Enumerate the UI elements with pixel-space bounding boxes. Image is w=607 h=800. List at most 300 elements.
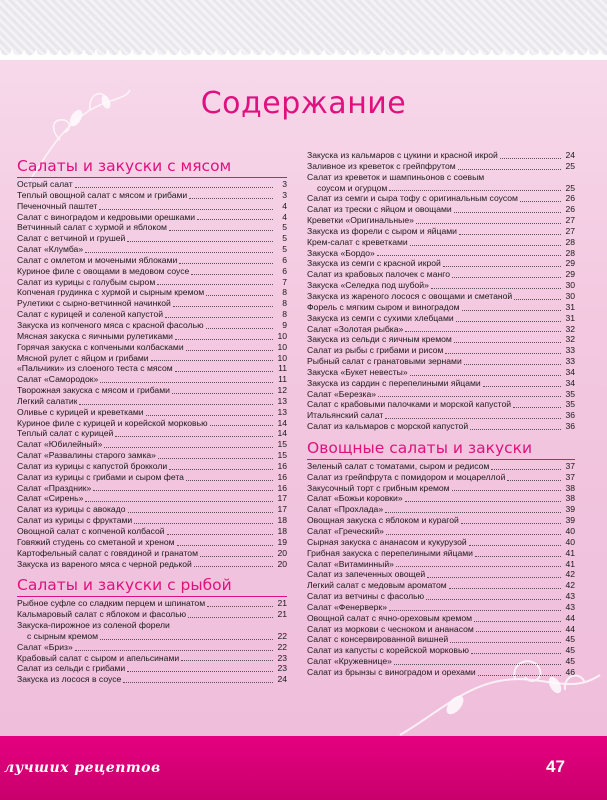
toc-entry-title: Салат «Праздник» <box>17 482 92 493</box>
toc-entry[interactable] <box>17 418 287 429</box>
toc-entry-page: 11 <box>278 374 287 385</box>
toc-entry[interactable] <box>307 569 575 580</box>
toc-entry[interactable] <box>17 504 287 515</box>
dot-leader <box>173 306 273 307</box>
dot-leader <box>389 190 561 191</box>
dot-leader <box>386 534 561 535</box>
section-divider <box>307 459 575 460</box>
dot-leader <box>377 255 561 256</box>
toc-entry-title: Картофельный салат с говядиной и гранатом <box>17 547 198 558</box>
dot-leader <box>389 610 561 611</box>
toc-entry[interactable] <box>17 277 287 288</box>
toc-entry[interactable] <box>17 428 287 439</box>
dot-leader <box>206 328 273 329</box>
toc-entry[interactable] <box>17 255 287 266</box>
toc-entry[interactable] <box>307 237 575 248</box>
toc-entry[interactable] <box>17 663 287 674</box>
toc-entry-page: 3 <box>282 179 287 189</box>
toc-entry[interactable] <box>17 642 287 653</box>
dot-leader <box>127 241 273 242</box>
dot-leader <box>157 284 273 285</box>
toc-entry[interactable] <box>17 472 287 483</box>
toc-entry[interactable] <box>17 450 287 461</box>
toc-entry[interactable] <box>307 483 575 494</box>
toc-entry-title: Салат из семги и сыра тофу с оригинальным соусом <box>307 193 518 204</box>
toc-entry[interactable] <box>307 602 575 613</box>
section-heading: Салаты и закуски с рыбой <box>17 576 232 595</box>
toc-entry-title: Закуска из лосося в соусе <box>17 674 122 685</box>
dot-leader <box>458 169 561 170</box>
contents-column-left <box>17 156 287 685</box>
dot-leader <box>179 263 273 264</box>
toc-entry[interactable] <box>307 226 575 237</box>
toc-entry[interactable] <box>307 526 575 537</box>
toc-entry-page: 23 <box>277 652 287 663</box>
toc-entry-page: 24 <box>565 150 575 160</box>
toc-entry-page: 22 <box>277 630 287 641</box>
toc-entry-page: 31 <box>565 301 575 312</box>
dot-leader <box>385 418 561 419</box>
toc-entry[interactable] <box>17 598 287 609</box>
toc-entry[interactable] <box>307 591 575 602</box>
toc-entry[interactable] <box>307 624 575 635</box>
dot-leader <box>194 566 273 567</box>
toc-entry-title: Салат «Березка» <box>307 388 377 399</box>
dot-leader <box>475 556 561 557</box>
toc-entry-page: 38 <box>565 482 575 493</box>
toc-entry-page: 36 <box>565 410 575 421</box>
toc-entry[interactable] <box>307 291 575 302</box>
toc-entry[interactable] <box>17 396 287 407</box>
toc-entry-title: Салат «Фенерверк» <box>307 601 387 612</box>
toc-entry[interactable] <box>17 548 287 559</box>
dot-leader <box>464 364 561 365</box>
toc-entry-page: 46 <box>565 666 575 677</box>
toc-entry[interactable] <box>17 483 287 494</box>
toc-entry-page: 32 <box>565 334 575 345</box>
toc-entry[interactable] <box>307 215 575 226</box>
toc-entry-title: Салат с консервированной вишней <box>307 634 449 645</box>
toc-entry[interactable] <box>307 548 575 559</box>
toc-entry-title: Говяжий студень со сметаной и хреном <box>17 536 175 547</box>
dot-leader <box>75 650 273 651</box>
dot-leader <box>175 371 273 372</box>
toc-entry-title: Салат из курицы с авокадо <box>17 504 126 515</box>
toc-entry[interactable] <box>307 537 575 548</box>
toc-entry[interactable] <box>17 461 287 472</box>
toc-entry-page: 42 <box>565 569 575 580</box>
toc-entry-page: 7 <box>282 276 287 287</box>
toc-entry[interactable] <box>17 515 287 526</box>
toc-entry[interactable] <box>307 559 575 570</box>
toc-entry-title: Крем-салат с креветками <box>307 236 408 247</box>
toc-entry[interactable] <box>17 374 287 385</box>
toc-entry-title: Печеночный паштет <box>17 200 98 211</box>
dot-leader <box>427 577 561 578</box>
toc-entry[interactable] <box>17 620 287 631</box>
toc-entry-title: Салат «Кружевнице» <box>307 656 392 667</box>
toc-entry-title: Зеленый салат с томатами, сыром и редисом <box>307 460 490 471</box>
toc-entry-title: Салат из запеченных овощей <box>307 569 426 580</box>
dot-leader <box>134 523 273 524</box>
dot-leader <box>210 425 273 426</box>
toc-entry[interactable] <box>307 356 575 367</box>
dot-leader <box>449 588 561 589</box>
toc-entry[interactable] <box>17 320 287 331</box>
toc-entry[interactable] <box>17 363 287 374</box>
toc-entry-page: 34 <box>565 366 575 377</box>
toc-entry[interactable] <box>307 150 575 161</box>
toc-entry-page: 13 <box>277 406 287 417</box>
toc-entry[interactable] <box>17 653 287 664</box>
toc-entry-page: 12 <box>277 385 287 396</box>
toc-entry[interactable] <box>17 342 287 353</box>
toc-entry[interactable] <box>307 183 575 194</box>
toc-entry-title: Закуска из сельди с яичным кремом <box>307 334 452 345</box>
dot-leader <box>476 631 561 632</box>
toc-entry-page: 6 <box>282 254 287 265</box>
toc-entry-page: 39 <box>565 504 575 515</box>
toc-entry-title: с сырным кремом <box>27 630 99 641</box>
toc-entry[interactable] <box>307 389 575 400</box>
toc-entry-title: Закуска из форели с сыром и яйцами <box>307 225 457 236</box>
section-divider <box>17 596 287 597</box>
toc-entry-title: Легкий салат с медовым ароматом <box>307 580 447 591</box>
toc-entry-title: Закуска «Букет невесты» <box>307 366 408 377</box>
dot-leader <box>197 219 273 220</box>
dot-leader <box>99 209 273 210</box>
toc-entry-page: 4 <box>282 211 287 222</box>
toc-entry-page: 17 <box>277 493 287 504</box>
toc-entry[interactable] <box>17 287 287 298</box>
dot-leader <box>207 606 273 607</box>
toc-entry-title: Салат из курицы с капустой брокколи <box>17 460 168 471</box>
toc-entry-title: Овощной салат с ячно-ореховым кремом <box>307 612 473 623</box>
page-number: 47 <box>546 757 565 776</box>
toc-entry[interactable] <box>17 212 287 223</box>
dot-leader <box>513 407 561 408</box>
toc-entry-page: 5 <box>282 244 287 255</box>
dot-leader <box>443 266 561 267</box>
toc-entry-title: Салат из рыбы с грибами и рисом <box>307 345 444 356</box>
dot-leader <box>459 234 561 235</box>
toc-entry[interactable] <box>17 222 287 233</box>
dot-leader <box>426 599 561 600</box>
toc-entry-page: 21 <box>277 609 287 620</box>
toc-entry-page: 5 <box>282 233 287 244</box>
toc-entry[interactable] <box>307 580 575 591</box>
toc-entry[interactable] <box>307 269 575 280</box>
dot-leader <box>177 545 273 546</box>
toc-entry-title: Салат из курицы с грибами и сыром фета <box>17 471 184 482</box>
toc-entry[interactable] <box>17 298 287 309</box>
toc-entry-title: соусом и огурцом <box>317 182 388 193</box>
dot-leader <box>169 230 273 231</box>
toc-entry-page: 4 <box>282 200 287 211</box>
toc-entry-title: Салат из грейпфрута с помидором и моцареллой <box>307 471 506 482</box>
toc-entry-title: Салат из трески с яйцом и овощами <box>307 204 452 215</box>
page-title: Содержание <box>200 86 407 121</box>
dot-leader <box>167 534 273 535</box>
toc-entry-title: Закуска из семги с сухими хлебцами <box>307 312 454 323</box>
toc-entry-page: 14 <box>277 428 287 439</box>
dot-leader <box>165 317 273 318</box>
toc-entry-page: 43 <box>565 601 575 612</box>
toc-entry[interactable] <box>307 345 575 356</box>
toc-entry-title: Салат «Греческий» <box>307 526 384 536</box>
dot-leader <box>416 223 561 224</box>
toc-entry-page: 16 <box>277 471 287 482</box>
toc-entry[interactable] <box>17 331 287 342</box>
toc-entry-title: Салат «Сирень» <box>17 493 84 504</box>
toc-entry[interactable] <box>17 609 287 620</box>
toc-entry-page: 40 <box>565 526 575 536</box>
toc-entry[interactable] <box>17 353 287 364</box>
dot-leader <box>452 490 561 491</box>
toc-entry[interactable] <box>17 309 287 320</box>
dot-leader <box>474 621 561 622</box>
toc-entry-page: 33 <box>565 356 575 367</box>
toc-entry-page: 41 <box>565 558 575 569</box>
dot-leader <box>483 386 561 387</box>
toc-entry-page: 6 <box>282 265 287 276</box>
dot-leader <box>104 447 273 448</box>
dot-leader <box>462 310 561 311</box>
toc-entry-title: Рыбный салат с гранатовыми зернами <box>307 356 462 367</box>
toc-entry-page: 32 <box>565 323 575 334</box>
toc-entry-title: Овощной салат с копченой колбасой <box>17 526 165 536</box>
toc-entry-title: Салат из ветчины с фасолью <box>307 591 425 602</box>
toc-entry-page: 16 <box>277 460 287 471</box>
toc-entry-page: 45 <box>565 656 575 667</box>
toc-entry-page: 25 <box>565 160 575 171</box>
toc-entry-title: Мясная закуска с яичными рулетиками <box>17 330 173 341</box>
toc-entry-page: 16 <box>277 482 287 493</box>
dot-leader <box>450 642 561 643</box>
toc-entry[interactable] <box>17 266 287 277</box>
toc-entry-page: 37 <box>565 471 575 482</box>
toc-entry-title: Горячая закуска с копчеными колбасками <box>17 341 184 352</box>
toc-entry-title: Острый салат <box>17 179 73 189</box>
dot-leader <box>186 350 273 351</box>
toc-entry-page: 41 <box>565 547 575 558</box>
toc-entry-title: Салат «Бриз» <box>17 641 73 652</box>
toc-entry[interactable] <box>17 201 287 212</box>
toc-entry-title: Салат из крабовых палочек с манго <box>307 269 450 280</box>
dot-leader <box>191 274 273 275</box>
toc-entry-title: Куриное филе с курицей и корейской морковью <box>17 417 208 428</box>
toc-entry-page: 20 <box>277 547 287 558</box>
toc-entry[interactable] <box>307 410 575 421</box>
dot-leader <box>100 382 273 383</box>
dot-leader <box>158 458 273 459</box>
toc-entry[interactable] <box>17 559 287 570</box>
toc-entry-page: 39 <box>565 515 575 526</box>
toc-entry-title: Закуска «Бордо» <box>307 247 375 258</box>
dot-leader <box>470 429 561 430</box>
toc-entry-title: Салат «Клумба» <box>17 244 84 255</box>
dot-leader <box>188 617 273 618</box>
toc-entry[interactable] <box>307 656 575 667</box>
toc-entry-page: 5 <box>282 222 287 233</box>
toc-entry[interactable] <box>307 667 575 678</box>
toc-entry-page: 14 <box>277 417 287 428</box>
toc-entry-title: Закуска из семги с красной икрой <box>307 258 441 269</box>
toc-entry-title: Закуска из жареного лосося с овощами и сметаной <box>307 290 513 301</box>
dot-leader <box>123 682 273 683</box>
dot-leader <box>169 469 273 470</box>
toc-entry-title: Рыбное суфле со сладким перцем и шпинатом <box>17 598 206 609</box>
dot-leader <box>115 436 273 437</box>
toc-entry-page: 36 <box>565 421 575 432</box>
toc-entry[interactable] <box>307 421 575 432</box>
toc-entry[interactable] <box>17 439 287 450</box>
toc-entry[interactable] <box>307 258 575 269</box>
toc-entry-title: Салат «Самородок» <box>17 374 99 385</box>
toc-entry[interactable] <box>307 172 575 183</box>
toc-entry-page: 27 <box>565 215 575 226</box>
toc-entry-page: 10 <box>277 330 287 341</box>
toc-entry-page: 8 <box>282 309 287 320</box>
toc-entry[interactable] <box>17 385 287 396</box>
toc-entry[interactable] <box>307 504 575 515</box>
toc-entry-page: 44 <box>565 612 575 623</box>
dot-leader <box>469 545 561 546</box>
toc-entry[interactable] <box>307 472 575 483</box>
dot-leader <box>452 277 561 278</box>
toc-entry[interactable] <box>307 302 575 313</box>
toc-entry-title: «Пальчики» из слоеного теста с мясом <box>17 363 173 374</box>
dot-leader <box>378 396 561 397</box>
toc-entry-title: Мясной рулет с яйцом и грибами <box>17 352 149 363</box>
dot-leader <box>128 512 274 513</box>
toc-entry-title: Салат из моркови с чесноком и ананасом <box>307 623 474 634</box>
dot-leader <box>75 187 273 188</box>
toc-entry-page: 40 <box>565 536 575 547</box>
toc-entry-page: 23 <box>277 663 287 674</box>
toc-entry-page: 24 <box>277 674 287 685</box>
toc-entry[interactable] <box>17 674 287 685</box>
toc-entry[interactable] <box>17 233 287 244</box>
toc-entry-page: 17 <box>277 504 287 515</box>
toc-entry-title: Салат «Развалины старого замка» <box>17 450 156 461</box>
dot-leader <box>200 556 273 557</box>
toc-entry[interactable] <box>307 313 575 324</box>
toc-entry[interactable] <box>307 248 575 259</box>
lace-header-band <box>0 0 607 60</box>
toc-entry-title: Рулетики с сырно-ветчинной начинкой <box>17 298 171 309</box>
toc-entry-page: 45 <box>565 645 575 656</box>
dot-leader <box>514 299 561 300</box>
toc-entry-page: 21 <box>277 598 287 609</box>
toc-entry-title: Салат из курицы с фруктами <box>17 515 133 526</box>
toc-entry[interactable] <box>307 493 575 504</box>
toc-entry-title: Итальянский салат <box>307 410 384 421</box>
dot-leader <box>454 212 561 213</box>
dot-leader <box>431 288 561 289</box>
toc-entry-title: Закусочный торт с грибным кремом <box>307 482 450 493</box>
toc-entry[interactable] <box>307 634 575 645</box>
toc-entry[interactable] <box>17 190 287 201</box>
dot-leader <box>445 353 561 354</box>
toc-entry-title: Салат из капусты с корейской морковью <box>307 645 469 656</box>
toc-entry[interactable] <box>17 631 287 642</box>
dot-leader <box>471 653 561 654</box>
toc-entry-page: 18 <box>277 515 287 526</box>
toc-entry-title: Салат «Юбилейный» <box>17 439 103 450</box>
toc-entry[interactable] <box>307 280 575 291</box>
toc-entry[interactable] <box>307 204 575 215</box>
dot-leader <box>151 360 273 361</box>
toc-entry[interactable] <box>307 515 575 526</box>
dot-leader <box>396 566 561 567</box>
dot-leader <box>456 321 561 322</box>
dot-leader <box>410 375 561 376</box>
toc-entry-page: 15 <box>277 450 287 461</box>
toc-entry-title: Закуска «Селедка под шубой» <box>307 280 429 291</box>
dot-leader <box>181 660 273 661</box>
toc-entry-page: 34 <box>565 377 575 388</box>
toc-entry-page: 18 <box>277 526 287 536</box>
dot-leader <box>127 671 273 672</box>
toc-entry-page: 19 <box>277 536 287 547</box>
toc-entry[interactable] <box>17 493 287 504</box>
toc-entry-page: 13 <box>277 395 287 406</box>
toc-entry[interactable] <box>307 193 575 204</box>
toc-entry-title: Салат из курицы с голубым сыром <box>17 276 156 287</box>
section-heading: Салаты и закуски с мясом <box>17 157 232 175</box>
dot-leader <box>100 639 273 640</box>
toc-entry-title: Овощная закуска с яблоком и курагой <box>307 515 459 526</box>
toc-entry[interactable] <box>17 537 287 548</box>
toc-entry[interactable] <box>307 334 575 345</box>
toc-entry[interactable] <box>17 179 287 190</box>
toc-entry-title: Творожная закуска с мясом и грибами <box>17 385 170 396</box>
toc-entry-page: 25 <box>565 182 575 193</box>
toc-entry-title: Закуска из вареного мяса с черной редькой <box>17 558 192 569</box>
toc-entry-page: 43 <box>565 591 575 602</box>
toc-entry-page: 37 <box>565 460 575 471</box>
toc-entry-page: 29 <box>565 258 575 269</box>
toc-entry[interactable] <box>307 461 575 472</box>
toc-entry[interactable] <box>307 161 575 172</box>
dot-leader <box>175 339 273 340</box>
toc-entry[interactable] <box>307 367 575 378</box>
dot-leader <box>491 469 561 470</box>
toc-entry-page: 35 <box>565 399 575 410</box>
toc-entry[interactable] <box>17 407 287 418</box>
toc-entry-title: Куриное филе с овощами в медовом соусе <box>17 265 190 276</box>
toc-entry[interactable] <box>307 399 575 410</box>
dot-leader <box>93 490 273 491</box>
dot-leader <box>85 501 273 502</box>
toc-entry[interactable] <box>307 378 575 389</box>
toc-entry[interactable] <box>307 613 575 624</box>
toc-entry-title: Оливье с курицей и креветками <box>17 406 144 417</box>
toc-entry-title: Салат «Витаминный» <box>307 558 394 569</box>
toc-entry[interactable] <box>17 244 287 255</box>
toc-entry-page: 8 <box>282 287 287 298</box>
toc-entry[interactable] <box>307 645 575 656</box>
toc-entry-title: Крабовый салат с сыром и апельсинами <box>17 652 180 663</box>
toc-entry-page: 26 <box>565 193 575 204</box>
toc-entry[interactable] <box>17 526 287 537</box>
dot-leader <box>410 245 561 246</box>
toc-entry[interactable] <box>307 324 575 335</box>
section-heading: Овощные салаты и закуски <box>307 438 533 457</box>
toc-entry-page: 26 <box>565 204 575 215</box>
dot-leader <box>478 675 561 676</box>
